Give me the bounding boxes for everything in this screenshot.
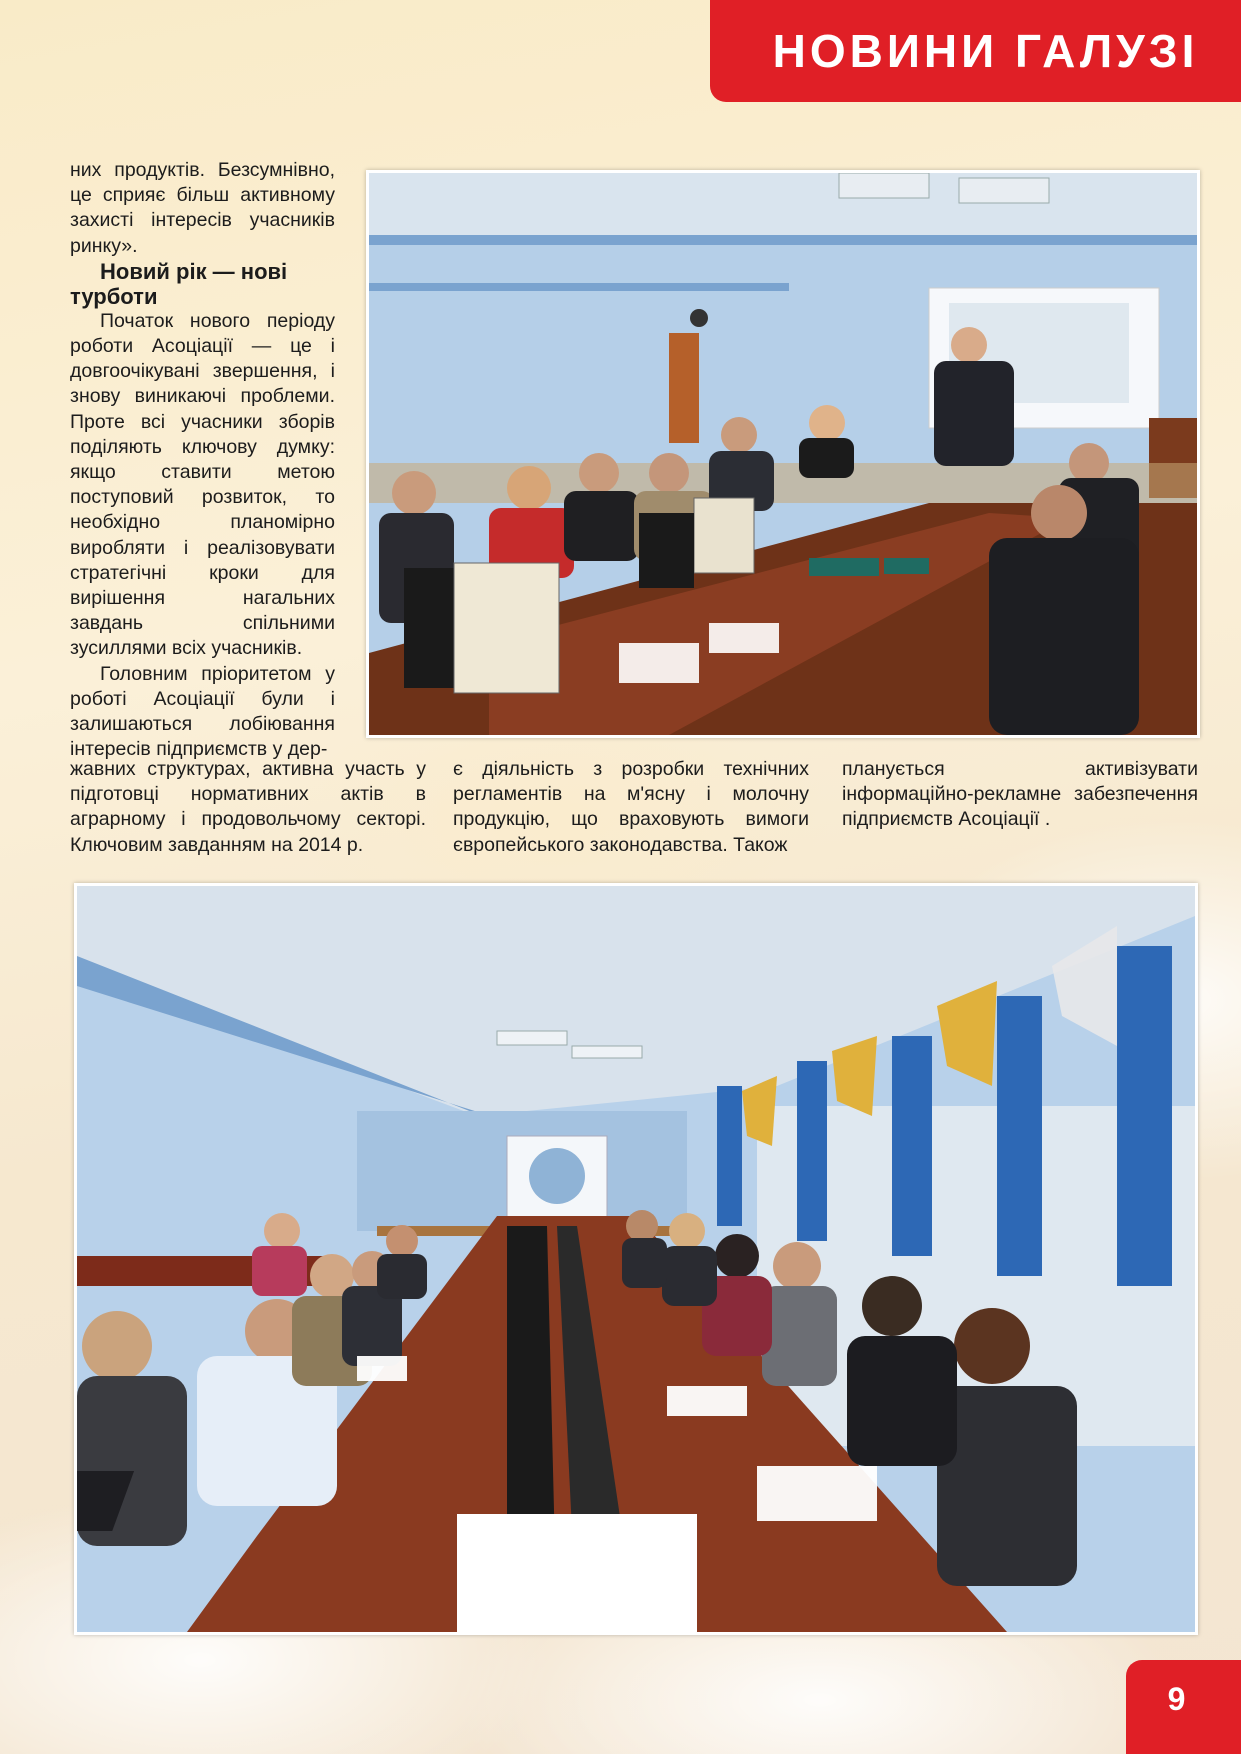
bottom-paragraph-2: є діяльність з розробки технічних регламентів на м'ясну і молочну продукцію, що враховують вимоги європейського законодавства. Також	[453, 758, 809, 856]
paragraph-1: Початок нового періоду роботи Асоціації — це і довгоочікувані звершення, і знову виникаючі проблеми. Проте всі учасники зборів поділяють ключову думку: якщо ставити метою поступовий розвиток, то необхідно планомірно виробляти і реалізовувати стратегічні кроки для вирішення нагальних завдань спільними зусиллями всіх учасників.	[70, 309, 335, 660]
meeting-photo	[366, 170, 1200, 738]
paragraph-2: Головним пріоритетом у роботі Асоціації були і залишаються лобіювання інтересів підприємств у дер-	[70, 662, 335, 761]
conference-hall-photo	[74, 883, 1198, 1635]
page-number-badge	[1126, 1660, 1241, 1754]
bottom-column-1	[70, 757, 426, 858]
section-title: НОВИНИ ГАЛУЗІ	[772, 25, 1199, 77]
bottom-column-2	[453, 757, 809, 858]
intro-paragraph: них продуктів. Безсумнівно, це сприяє більш активному захисті інтересів учасників ринку».	[70, 159, 335, 257]
left-column	[70, 158, 335, 762]
bottom-paragraph-1: жавних структурах, активна участь у підготовці нормативних актів в аграрному і продовольчому секторі. Ключовим завданням на 2014 р.	[70, 758, 426, 856]
bottom-column-3	[842, 757, 1198, 833]
bottom-paragraph-3: планується активізувати інформаційно-рекламне забезпечення підприємств Асоціації .	[842, 758, 1198, 831]
article-heading: Новий рік — нові турботи	[70, 258, 288, 309]
page-number: 9	[1167, 1680, 1186, 1717]
section-header	[710, 0, 1241, 102]
